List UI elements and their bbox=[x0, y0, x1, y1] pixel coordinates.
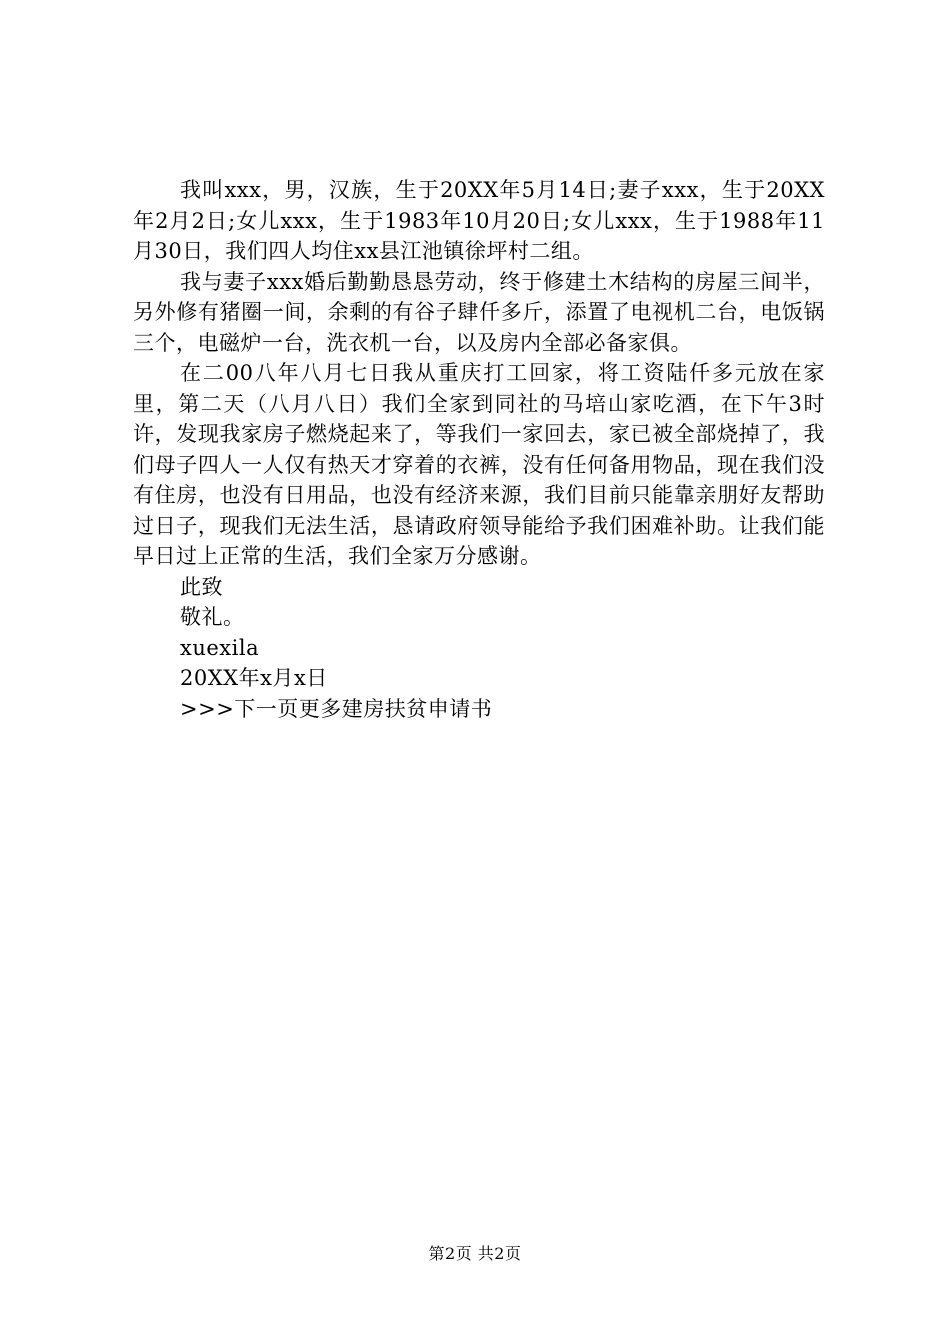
closing-regards: 敬礼。 bbox=[180, 605, 245, 629]
page-footer: 第2页 共2页 bbox=[428, 1244, 522, 1263]
paragraph-2: 我与妻子xxx婚后勤勤恳恳劳动，终于修建土木结构的房屋三间半，另外修有猪圈一间，余剩的有谷子肆仟多斤，添置了电视机二台，电饭锅三个，电磁炉一台，洗衣机一台，以及房内全部必备家俱。 bbox=[133, 269, 825, 355]
paragraph-3: 在二00八年八月七日我从重庆打工回家，将工资陆仟多元放在家里，第二天（八月八日）我们全家到同社的马培山家吃酒，在下午3时许，发现我家房子燃烧起来了，等我们一家回去，家已被全部烧掉了，我们母子四人一人仅有热天才穿着的衣裤，没有任何备用物品，现在我们没有住房，也没有日用品，也没有经济来源，我们目前只能靠亲朋好友帮助过日子，现我们无法生活，恳请政府领导能给予我们困难补助。让我们能早日过上正常的生活，我们全家万分感谢。 bbox=[133, 361, 825, 568]
letter-body bbox=[133, 175, 825, 724]
closing-salutation: 此致 bbox=[180, 574, 223, 599]
letter-date: 20XX年x月x日 bbox=[180, 666, 328, 690]
signature: xuexila bbox=[180, 635, 260, 660]
next-page-link[interactable]: >>>下一页更多建房扶贫申请书 bbox=[180, 696, 493, 721]
paragraph-1: 我叫xxx，男，汉族，生于20XX年5月14日;妻子xxx，生于20XX年2月2日;女儿xxx，生于1983年10月20日;女儿xxx，生于1988年11月30日，我们四人均住xx县江池镇徐坪村二组。 bbox=[133, 178, 825, 263]
